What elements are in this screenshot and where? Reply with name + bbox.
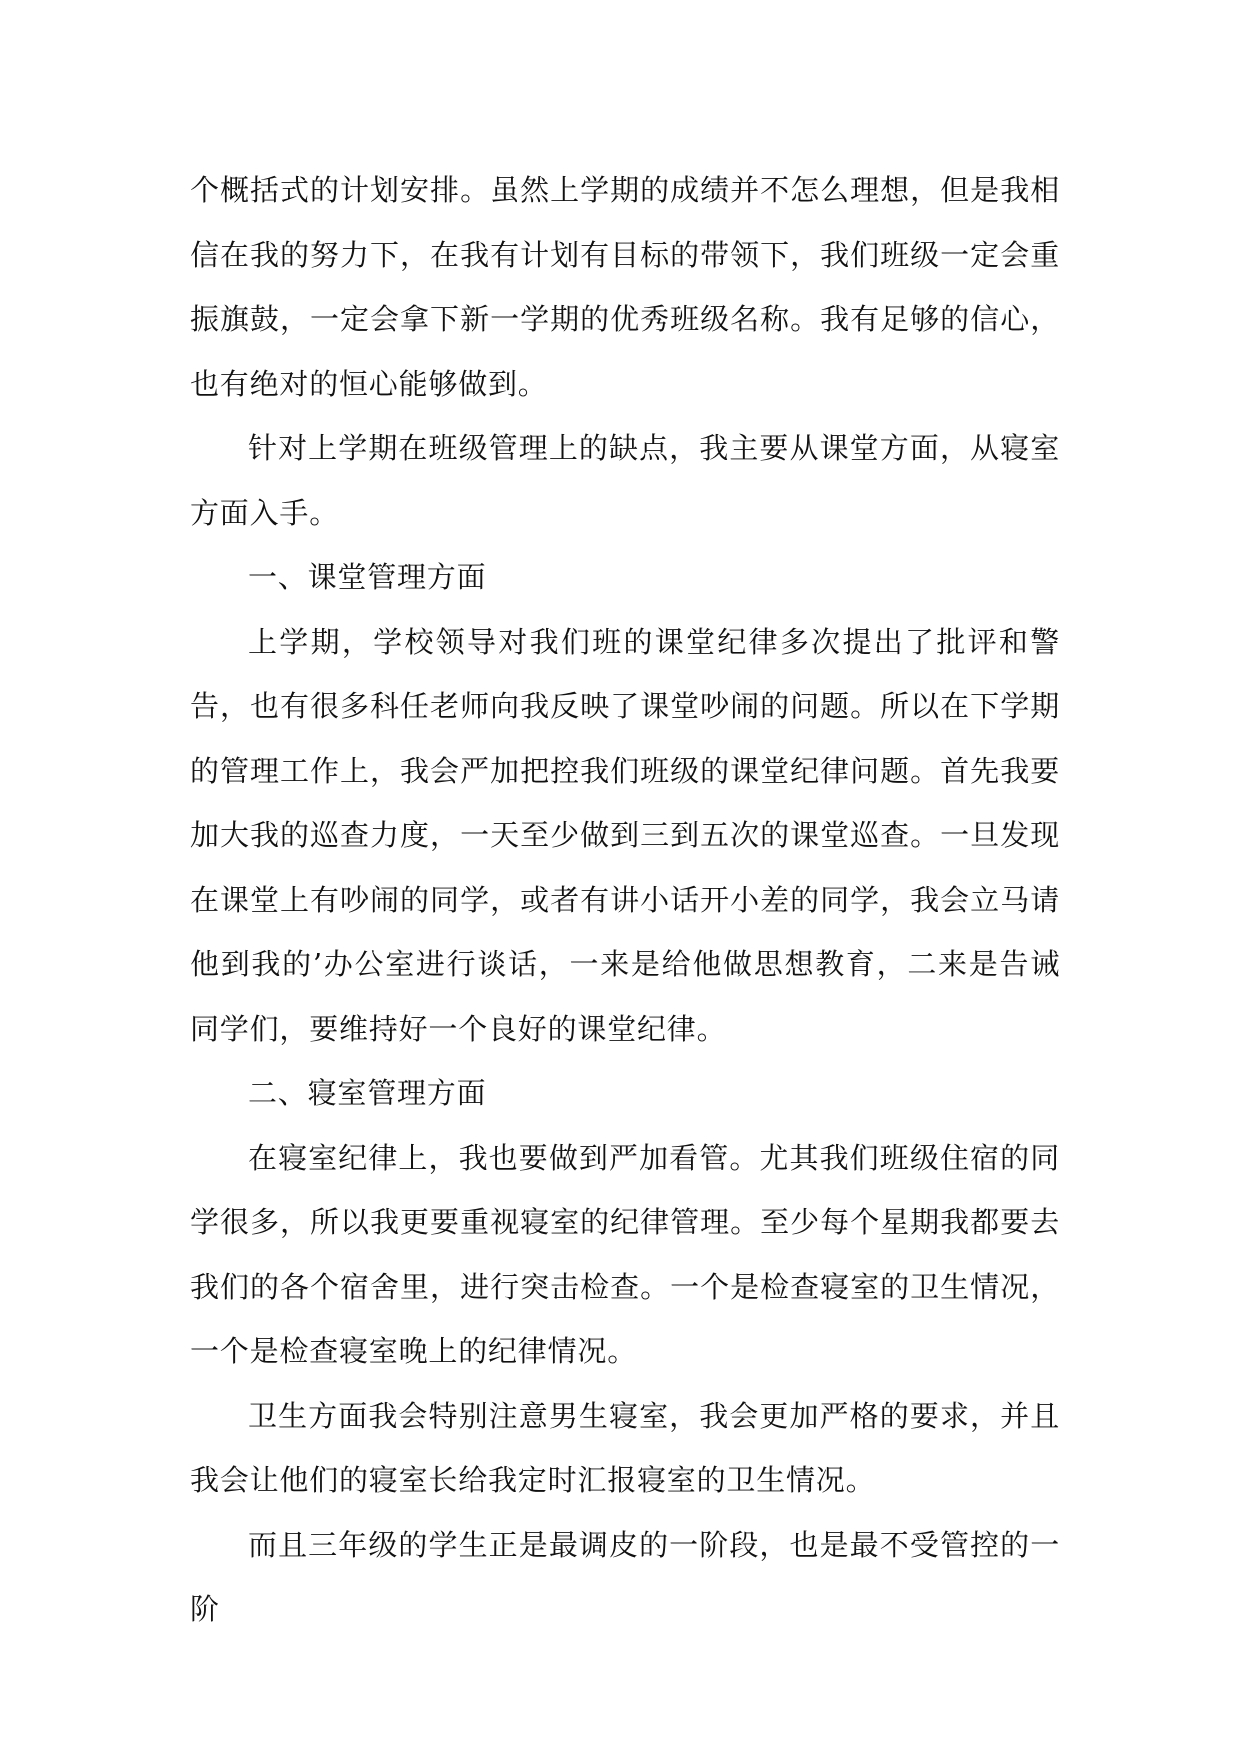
section-heading-classroom: 一、课堂管理方面 [248, 560, 487, 594]
paragraph-1: 个概括式的计划安排。虽然上学期的成绩并不怎么理想，但是我相信在我的努力下，在我有计划有目标的带领下，我们班级一定会重振旗鼓，一定会拿下新一学期的优秀班级名称。我有足够的信心，也有绝对的恒心能够做到。 [190, 173, 1060, 401]
paragraph-4: 在寝室纪律上，我也要做到严加看管。尤其我们班级住宿的同学很多，所以我更要重视寝室的纪律管理。至少每个星期我都要去我们的各个宿舍里，进行突击检查。一个是检查寝室的卫生情况，一个是检查寝室晚上的纪律情况。 [190, 1140, 1060, 1368]
paragraph-5: 卫生方面我会特别注意男生寝室，我会更加严格的要求，并且我会让他们的寝室长给我定时汇报寝室的卫生情况。 [190, 1398, 1060, 1497]
document-body [190, 158, 1060, 1642]
section-heading-dormitory: 二、寝室管理方面 [248, 1076, 487, 1110]
paragraph-2: 针对上学期在班级管理上的缺点，我主要从课堂方面，从寝室方面入手。 [190, 431, 1060, 530]
paragraph-6: 而且三年级的学生正是最调皮的一阶段，也是最不受管控的一阶 [190, 1527, 1060, 1626]
paragraph-3: 上学期，学校领导对我们班的课堂纪律多次提出了批评和警告，也有很多科任老师向我反映了课堂吵闹的问题。所以在下学期的管理工作上，我会严加把控我们班级的课堂纪律问题。首先我要加大我的巡查力度，一天至少做到三到五次的课堂巡查。一旦发现在课堂上有吵闹的同学，或者有讲小话开小差的同学，我会立马请他到我的’办公室进行谈话，一来是给他做思想教育，二来是告诫同学们，要维持好一个良好的课堂纪律。 [190, 624, 1060, 1046]
